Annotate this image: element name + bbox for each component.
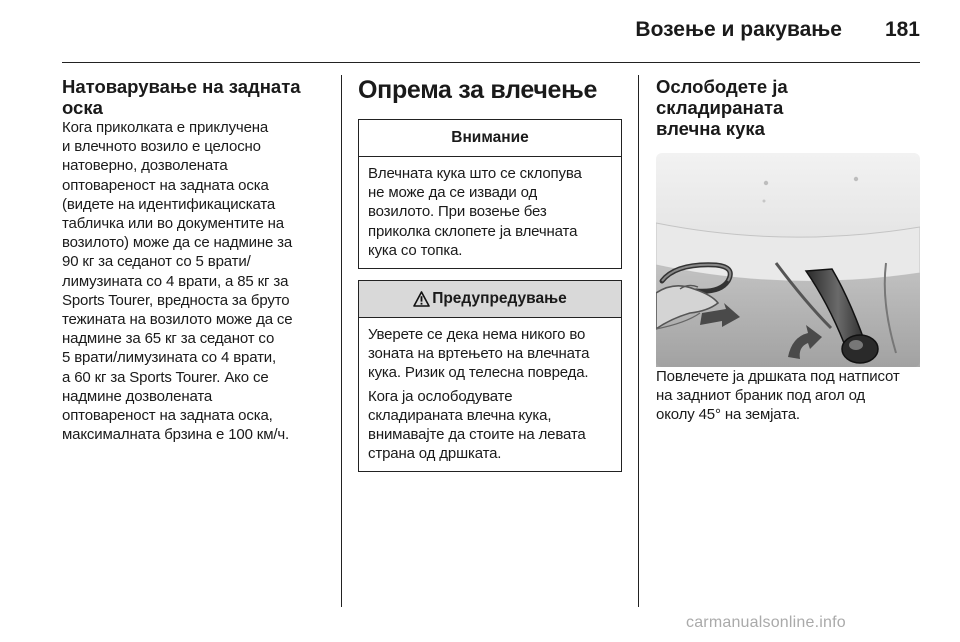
column-1: [62, 76, 330, 444]
warning-text-1: Уверете се дека нема никого во зоната на вртењето на влечната кука. Ризик од телесна повреда.: [368, 326, 590, 382]
column-divider-2: [638, 75, 639, 607]
towing-equipment-heading: Опрема за влечење: [358, 76, 598, 104]
illustration-caption: Повлечете ја дршката под натписот на задниот браник под агол од околу 45° на земјата.: [656, 368, 900, 424]
notice-text: Влечната кука што се склопува не може да се извади од возилото. При возење без приколка склопете ја влечната кука со топка.: [368, 165, 582, 259]
warning-header: [359, 281, 621, 318]
section-title: Возење и ракување: [635, 18, 842, 41]
release-hook-heading: Ослободете ја складираната влечна кука: [656, 76, 788, 139]
rear-axle-paragraph: Кога приколката е приклучена и влечното возило е целосно натоверно, дозволената оптовареност на задната оска (видете на идентификациската табличка или во документите на возилото) може да се надмине за 90 кг за седанот со 5 врати/ лимузината со 4 врати, а 85 кг за Sports Tourer, вредноста за бруто тежината на возилото може да се надмине за 65 кг за седанот со 5 врати/лимузината со 4 врати, а 60 кг за Sports Tourer. Ако се надмине дозволената оптовареност на задната оска, максималната брзина е 100 км/ч.: [62, 119, 293, 444]
column-3: [656, 76, 920, 425]
warning-title: Предупредување: [432, 290, 567, 308]
rear-axle-heading: Натоварување на задната оска: [62, 76, 301, 118]
warning-box: [358, 280, 622, 472]
page-number: 181: [884, 18, 920, 41]
column-2: [358, 76, 622, 472]
watermark: carmanualsonline.info: [686, 614, 846, 631]
notice-box: [358, 119, 622, 269]
notice-title: Внимание: [359, 120, 621, 157]
tow-hook-illustration: [656, 153, 920, 367]
page-header: [62, 0, 920, 63]
tow-hook-photo: [656, 153, 920, 367]
column-divider-1: [341, 75, 342, 607]
warning-triangle-icon: [413, 291, 430, 307]
warning-text-2: Кога ја ослободувате складираната влечна кука, внимавајте да стоите на левата страна од дршката.: [368, 387, 586, 463]
